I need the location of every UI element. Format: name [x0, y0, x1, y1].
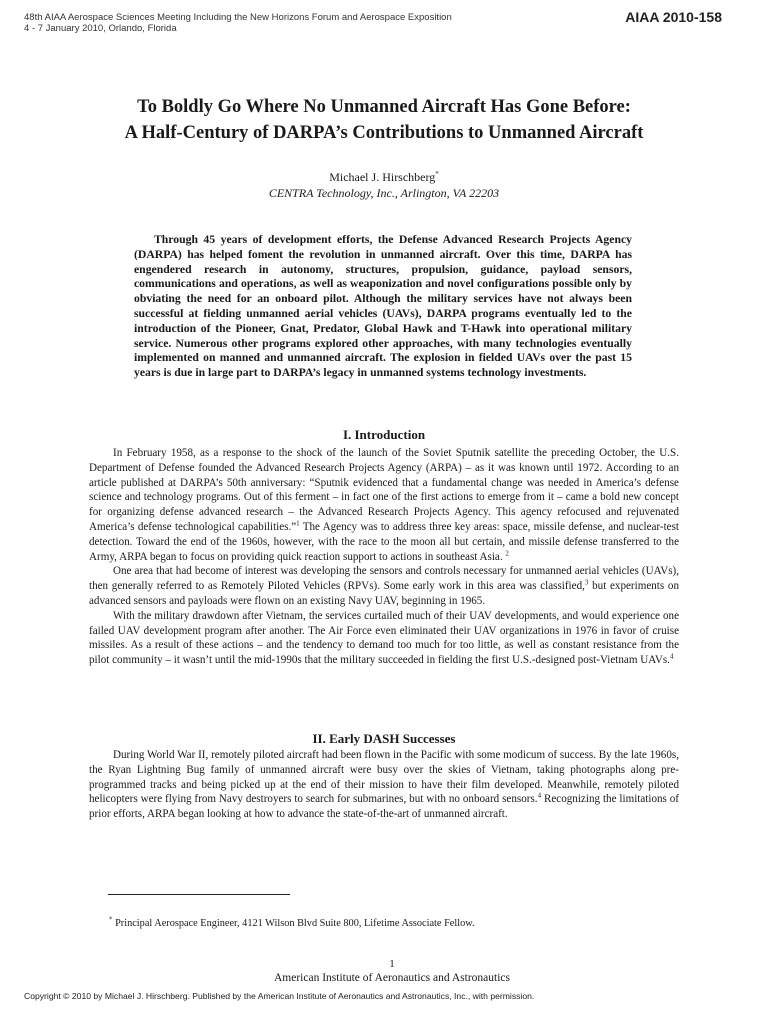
footnote [109, 917, 475, 931]
paragraph [89, 748, 679, 822]
author-name [0, 168, 768, 186]
early-dash-body [89, 748, 679, 822]
conference-name: 48th AIAA Aerospace Sciences Meeting Including the New Horizons Forum and Aerospace Exposition [24, 12, 452, 23]
paragraph-text: In February 1958, as a response to the shock of the launch of the Soviet Sputnik satellite the preceding October, the U.S. Department of Defense founded the Advanced Research Projects Agency (ARPA) – as it was known until 1972. According to an article published at DARPA’s 50th anniversary: “Sputnik evidenced that a fundamental change was needed in America’s defense science and technology programs. Out of this ferment – in fact one of the first actions to emerge from it – came a bold new concept for organizing defense advanced research – the Advanced Research Projects Agency. This agency refocused and rejuvenated America’s defense technological capabilities.” [89, 447, 679, 533]
paragraph-text: The Agency was to address three key areas: space, missile defense, and nuclear-test detection. Toward the end of the 1960s, however, with the race to the moon all but certain, and missile defense transferred to the Army, ARPA began to focus on providing quick reaction support to actions in southeast Asia. [89, 520, 679, 563]
copyright-notice: Copyright © 2010 by Michael J. Hirschberg. Published by the American Institute of Aeronautics and Astronautics, Inc., with permission. [24, 991, 535, 1001]
author-name-text: Michael J. Hirschberg [329, 170, 436, 184]
abstract: Through 45 years of development efforts, the Defense Advanced Research Projects Agency (DARPA) has helped foment the revolution in unmanned aircraft. Over this time, DARPA has engendered research in autonomy, structures, propulsion, guidance, payload sensors, communications and operations, as well as weaponization and novel configurations possible only by obviating the need for an onboard pilot. Although the military services have not always been successful at fielding unmanned aerial vehicles (UAVs), DARPA programs eventually led to the introduction of the Pioneer, Gnat, Predator, Global Hawk and T-Hawk into operational military service. Numerous other programs explored other approaches, with many technologies eventually implemented on manned and unmanned aircraft. The explosion in fielded UAVs over the past 15 years is due in large part to DARPA’s legacy in unmanned systems technology investments. [134, 233, 632, 380]
paragraph-text: but experiments on advanced sensors and payloads were flown on an existing Navy UAV, beginning in 1965. [89, 580, 679, 607]
reference-marker: 3 [584, 578, 589, 587]
section-heading-early-dash-successes: II. Early DASH Successes [312, 731, 456, 746]
reference-marker: 4 [669, 652, 674, 661]
paragraph-text: During World War II, remotely piloted aircraft had been flown in the Pacific with some modicum of success. By the late 1960s, the Ryan Lightning Bug family of unmanned aircraft were busy over the skies of Vietnam, taking photographs along pre-programmed tracks and being picked up at the end of their mission to have their film developed. Meanwhile, remotely piloted helicopters were flying from Navy destroyers to search for submarines, but with no onboard sensors. [89, 749, 679, 806]
conference-header [24, 12, 452, 34]
paper-title [60, 94, 708, 146]
title-line-2: A Half-Century of DARPA’s Contributions to Unmanned Aircraft [124, 123, 644, 143]
paragraph [89, 564, 679, 608]
footnote-text: Principal Aerospace Engineer, 4121 Wilson Blvd Suite 800, Lifetime Associate Fellow. [112, 918, 475, 929]
author-footnote-marker: * [435, 170, 439, 178]
publisher-name: American Institute of Aeronautics and Astronautics [273, 972, 510, 984]
reference-marker: 4 [537, 791, 542, 800]
section-heading-introduction: I. Introduction [342, 427, 426, 442]
paragraph-text: Recognizing the limitations of prior efforts, ARPA began looking at how to advance the state-of-the-art of unmanned aircraft. [89, 793, 680, 821]
author-affiliation: CENTRA Technology, Inc., Arlington, VA 22203 [268, 186, 500, 200]
paragraph-text: With the military drawdown after Vietnam, the services curtailed much of their UAV developments, and would experience one failed UAV development program after another. The Air Force even eliminated their UAV organizations in 1976 in favor of cruise missiles. As a result of these actions – and the tendency to demand too much for too little, as well as constant resistance from the pilot community – it wasn’t until the mid-1990s that the military succeeded in fielding the first U.S.-designed post-Vietnam UAVs. [89, 609, 679, 667]
footnote-marker: * [109, 915, 113, 924]
paragraph [89, 446, 679, 564]
title-line-1: To Boldly Go Where No Unmanned Aircraft Has Gone Before: [137, 97, 631, 117]
conference-dates: 4 - 7 January 2010, Orlando, Florida [24, 23, 177, 34]
introduction-body [89, 446, 679, 668]
reference-marker: 1 [296, 519, 300, 528]
paragraph-text: One area that had become of interest was developing the sensors and controls necessary for unmanned aerial vehicles (UAVs), then generally referred to as Remotely Piloted Vehicles (RPVs). Some early work in this area was classified, [89, 565, 679, 593]
footnote-divider [108, 894, 290, 895]
reference-marker: 2 [505, 548, 509, 557]
paragraph [89, 609, 679, 668]
page-number: 1 [389, 958, 395, 970]
paper-id: AIAA 2010-158 [625, 9, 722, 25]
